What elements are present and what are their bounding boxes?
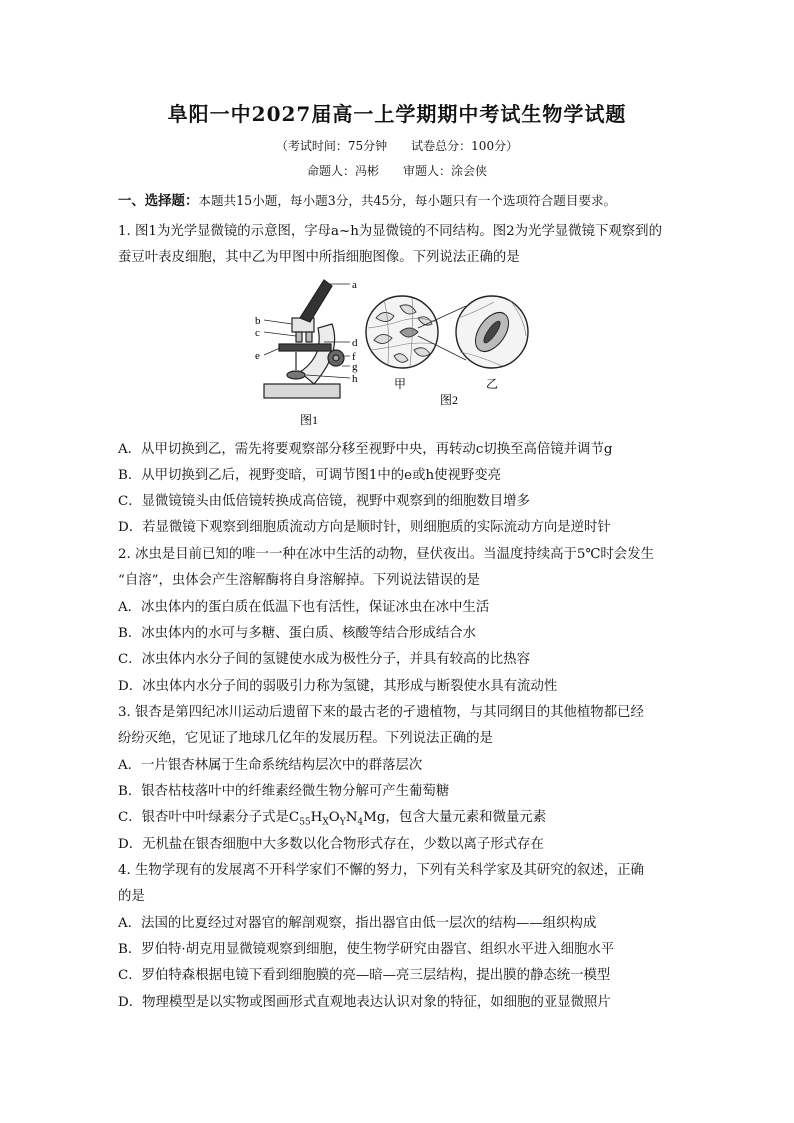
q3-c-h: H bbox=[310, 810, 323, 825]
q3-c-o: O bbox=[328, 810, 340, 825]
q3-c-suffix: Mg，包含大量元素和微量元素 bbox=[363, 810, 547, 825]
cell-field-jia bbox=[366, 296, 438, 368]
q4-stem-line2: 的是 bbox=[118, 889, 145, 904]
label-b: b bbox=[255, 315, 261, 327]
label-g: g bbox=[352, 361, 358, 373]
q3-stem-line1: 3. 银杏是第四纪冰川运动后遗留下来的最古老的孑遗植物，与其同纲目的其他植物都已经 bbox=[118, 705, 644, 720]
q1-option-c: C．显微镜镜头由低倍镜转换成高倍镜，视野中观察到的细胞数目增多 bbox=[118, 494, 530, 509]
q1-option-b: B．从甲切换到乙后，视野变暗，可调节图1中的e或h使视野变亮 bbox=[118, 468, 502, 483]
q2-option-a: A．冰虫体内的蛋白质在低温下也有活性，保证冰虫在冰中生活 bbox=[118, 600, 490, 615]
caption-fig1: 图1 bbox=[300, 413, 319, 427]
section-heading bbox=[118, 190, 678, 209]
label-a: a bbox=[352, 279, 357, 291]
label-jia: 甲 bbox=[394, 377, 407, 391]
q3-option-c bbox=[118, 806, 678, 828]
q3-c-sub4: 4 bbox=[357, 817, 364, 828]
q4-stem-line1: 4. 生物学现有的发展离不开科学家们不懈的努力，下列有关科学家及其研究的叙述，正确 bbox=[118, 863, 644, 878]
label-f: f bbox=[352, 351, 356, 363]
exam-authors: 命题人：冯彬 审题人：涂会侠 bbox=[306, 164, 487, 178]
q1-stem-line1: 1. 图1为光学显微镜的示意图，字母a~h为显微镜的不同结构。图2为光学显微镜下观察到的 bbox=[118, 224, 662, 239]
exam-meta: （考试时间：75分钟 试卷总分：100分） bbox=[275, 139, 519, 153]
q1-option-a: A．从甲切换到乙，需先将要观察部分移至视野中央，再转动c切换至高倍镜并调节g bbox=[118, 442, 613, 457]
q3-c-sub2: X bbox=[322, 817, 329, 828]
q2-stem-line1: 2. 冰虫是目前已知的唯一一种在冰中生活的动物，昼伏夜出。当温度持续高于5℃时会发生 bbox=[118, 547, 654, 562]
q2-option-b: B．冰虫体内的水可与多糖、蛋白质、核酸等结合形成结合水 bbox=[118, 626, 476, 641]
section-instruction: 本题共15小题，每小题3分，共45分，每小题只有一个选项符合题目要求。 bbox=[198, 193, 617, 208]
q3-option-b: B．银杏枯枝落叶中的纤维素经微生物分解可产生葡萄糖 bbox=[118, 784, 450, 799]
label-d: d bbox=[352, 337, 358, 349]
q3-c-sub3: Y bbox=[339, 817, 346, 828]
q4-option-d: D．物理模型是以实物或图画形式直观地表达认识对象的特征，如细胞的亚显微照片 bbox=[118, 995, 611, 1010]
q3-stem-line2: 纷纷灭绝，它见证了地球几亿年的发展历程。下列说法正确的是 bbox=[118, 731, 493, 746]
q4-option-a: A．法国的比夏经过对器官的解剖观察，指出器官由低一层次的结构——组织构成 bbox=[118, 916, 597, 931]
q4-option-b: B．罗伯特·胡克用显微镜观察到细胞，使生物学研究由器官、组织水平进入细胞水平 bbox=[118, 942, 615, 957]
label-c: c bbox=[255, 327, 260, 339]
section-title: 一、选择题： bbox=[118, 193, 199, 209]
microscope-drawing bbox=[264, 280, 344, 398]
caption-fig2: 图2 bbox=[440, 393, 459, 407]
label-e: e bbox=[255, 350, 260, 362]
q2-option-d: D．冰虫体内水分子间的弱吸引力称为氢键，其形成与断裂使水具有流动性 bbox=[118, 679, 558, 694]
q1-stem-line2: 蚕豆叶表皮细胞，其中乙为甲图中所指细胞图像。下列说法正确的是 bbox=[118, 250, 520, 265]
q1-option-d: D．若显微镜下观察到细胞质流动方向是顺时针，则细胞质的实际流动方向是逆时针 bbox=[118, 520, 611, 535]
q4-option-c: C．罗伯特森根据电镜下看到细胞膜的亮—暗—亮三层结构，提出膜的静态统一模型 bbox=[118, 968, 611, 983]
exam-title: 阜阳一中2027届高一上学期期中考试生物学试题 bbox=[167, 102, 627, 126]
q2-option-c: C．冰虫体内水分子间的氢键使水成为极性分子，并具有较高的比热容 bbox=[118, 652, 530, 667]
q1-figure bbox=[254, 272, 544, 432]
q3-option-d: D．无机盐在银杏细胞中大多数以化合物形式存在，少数以离子形式存在 bbox=[118, 837, 544, 852]
q3-c-sub1: 55 bbox=[299, 817, 311, 828]
q3-c-prefix: C．银杏叶中叶绿素分子式是C bbox=[118, 810, 300, 825]
label-yi: 乙 bbox=[486, 377, 499, 391]
q3-c-n: N bbox=[345, 810, 358, 825]
cell-detail-yi bbox=[456, 296, 528, 368]
label-h: h bbox=[352, 373, 358, 385]
q2-stem-line2: “自溶”，虫体会产生溶解酶将自身溶解掉。下列说法错误的是 bbox=[118, 573, 480, 588]
q3-option-a: A．一片银杏林属于生命系统结构层次中的群落层次 bbox=[118, 758, 423, 773]
